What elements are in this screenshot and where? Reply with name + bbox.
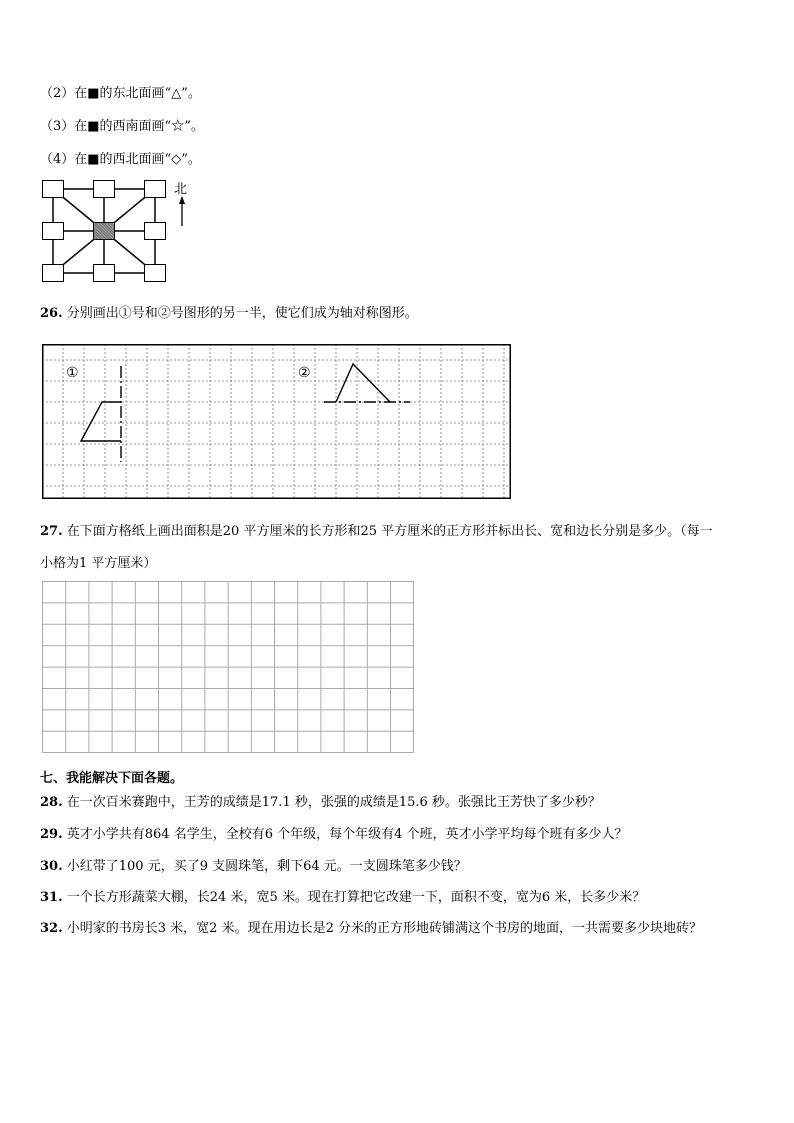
- problem-text: 小红带了100 元，买了9 支圆珠笔，剩下64 元。一支圆珠笔多少钱？: [66, 859, 467, 874]
- box-west[interactable]: [42, 222, 64, 240]
- q27-number: 27.: [40, 524, 63, 539]
- problem-text: 在一次百米赛跑中，王芳的成绩是17.1 秒，张强的成绩是15.6 秒。张强比王芳快了多少秒？: [66, 795, 601, 810]
- q26-text: 分别画出①号和②号图形的另一半，使它们成为轴对称图形。: [66, 306, 418, 321]
- box-north[interactable]: [93, 180, 115, 198]
- box-east[interactable]: [144, 222, 166, 240]
- square-grid-svg: [42, 581, 414, 753]
- square-grid[interactable]: [42, 581, 414, 753]
- problem-text: 英才小学共有864 名学生，全校有6 个年级，每个年级有4 个班，英才小学平均每个班有多少人？: [66, 827, 628, 842]
- symmetry-grid[interactable]: [42, 344, 511, 499]
- q26-question: [40, 302, 418, 321]
- problem-31: [40, 886, 645, 905]
- q27-text-line1: 在下面方格纸上画出面积是20 平方厘米的长方形和25 平方厘米的正方形并标出长、宽和边长分别是多少。（每一: [66, 524, 713, 539]
- figure-2-label: ②: [298, 365, 311, 381]
- box-northeast[interactable]: [144, 180, 166, 198]
- problem-number: 29.: [40, 827, 63, 842]
- problem-30: [40, 855, 467, 874]
- box-south[interactable]: [93, 264, 115, 282]
- problem-number: 32.: [40, 921, 63, 936]
- q27-question-line2: 小格为1 平方厘米）: [40, 556, 157, 571]
- box-northwest[interactable]: [42, 180, 64, 198]
- problem-text: 一个长方形蔬菜大棚，长24 米，宽5 米。现在打算把它改建一下，面积不变，宽为6 米，长多少米？: [66, 890, 646, 905]
- box-southeast[interactable]: [144, 264, 166, 282]
- north-label: 北: [174, 182, 188, 197]
- problem-number: 28.: [40, 795, 63, 810]
- problem-text: 小明家的书房长3 米，宽2 米。现在用边长是2 分米的正方形地砖铺满这个书房的地面，一共需要多少块地砖？: [66, 921, 702, 936]
- problem-number: 30.: [40, 859, 63, 874]
- box-center: [93, 222, 115, 240]
- q27-question-line1: [40, 520, 713, 539]
- box-southwest[interactable]: [42, 264, 64, 282]
- q26-number: 26.: [40, 306, 63, 321]
- q25-item-3: （3）在■的西南面画“☆”。: [40, 119, 204, 134]
- symmetry-grid-svg: [42, 344, 511, 499]
- problem-28: [40, 791, 601, 810]
- problem-32: [40, 917, 702, 936]
- problem-number: 31.: [40, 890, 63, 905]
- direction-diagram: [40, 178, 200, 284]
- problem-29: [40, 823, 628, 842]
- q25-item-2: （2）在■的东北面画“△”。: [40, 86, 201, 101]
- figure-1-label: ①: [66, 365, 79, 381]
- q25-item-4: （4）在■的西北面画“◇”。: [40, 152, 201, 167]
- section-7-title: 七、我能解决下面各题。: [40, 771, 184, 786]
